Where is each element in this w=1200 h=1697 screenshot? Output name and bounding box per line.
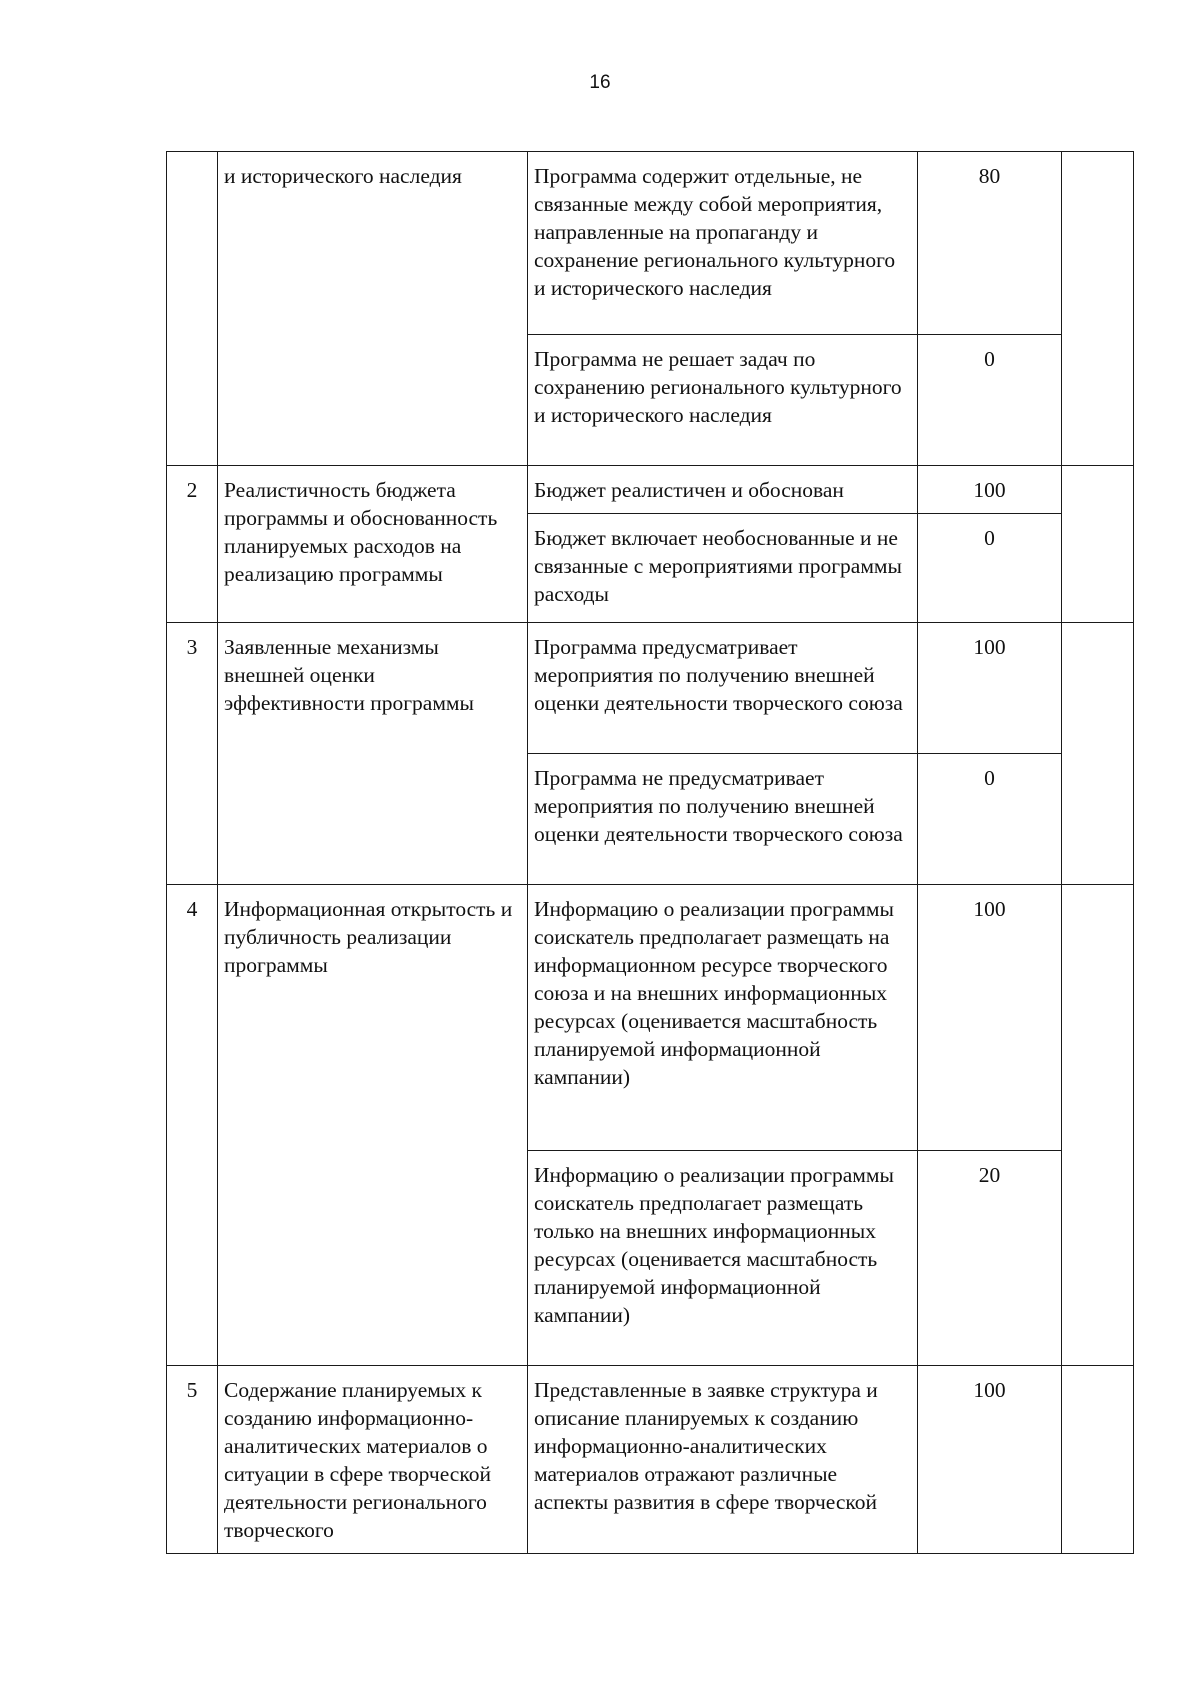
table-row [167, 152, 1134, 335]
option-description: Представленные в заявке структура и описание планируемых к созданию информационно-аналитических материалов отражают различные аспекты развития в сфере творческой [528, 1366, 918, 1554]
criterion-cell: Заявленные механизмы внешней оценки эффективности программы [218, 623, 528, 885]
option-description: Программа содержит отдельные, не связанные между собой мероприятия, направленные на пропаганду и сохранение регионального культурного и исторического наследия [528, 152, 918, 335]
extra-cell [1062, 623, 1134, 885]
option-description: Информацию о реализации программы соискатель предполагает размещать только на внешних информационных ресурсах (оценивается масштабность планируемой информационной кампании) [528, 1151, 918, 1366]
criterion-cell: Содержание планируемых к созданию информационно-аналитических материалов о ситуации в сфере творческой деятельности регионального творческого [218, 1366, 528, 1554]
row-number [167, 152, 218, 466]
option-score: 20 [918, 1151, 1062, 1366]
option-score: 0 [918, 335, 1062, 466]
extra-cell [1062, 885, 1134, 1366]
table-row [167, 466, 1134, 514]
row-number: 4 [167, 885, 218, 1366]
option-description: Бюджет включает необоснованные и не связанные с мероприятиями программы расходы [528, 514, 918, 623]
extra-cell [1062, 152, 1134, 466]
option-description: Программа предусматривает мероприятия по получению внешней оценки деятельности творческого союза [528, 623, 918, 754]
row-number: 3 [167, 623, 218, 885]
extra-cell [1062, 1366, 1134, 1554]
option-score: 100 [918, 885, 1062, 1151]
option-description: Программа не решает задач по сохранению регионального культурного и исторического наследия [528, 335, 918, 466]
option-score: 0 [918, 754, 1062, 885]
criterion-cell: Реалистичность бюджета программы и обоснованность планируемых расходов на реализацию программы [218, 466, 528, 623]
option-score: 100 [918, 1366, 1062, 1554]
row-number: 2 [167, 466, 218, 623]
extra-cell [1062, 466, 1134, 623]
criterion-cell: и исторического наследия [218, 152, 528, 466]
criteria-table [166, 151, 1134, 1554]
option-description: Бюджет реалистичен и обоснован [528, 466, 918, 514]
option-score: 100 [918, 466, 1062, 514]
page-number: 16 [589, 72, 611, 93]
option-description: Программа не предусматривает мероприятия по получению внешней оценки деятельности творческого союза [528, 754, 918, 885]
table-row [167, 885, 1134, 1151]
option-description: Информацию о реализации программы соискатель предполагает размещать на информационном ресурсе творческого союза и на внешних информационных ресурсах (оценивается масштабность планируемой информационной кампании) [528, 885, 918, 1151]
row-number: 5 [167, 1366, 218, 1554]
table-row [167, 623, 1134, 754]
option-score: 0 [918, 514, 1062, 623]
option-score: 80 [918, 152, 1062, 335]
table-row [167, 1366, 1134, 1554]
criterion-cell: Информационная открытость и публичность реализации программы [218, 885, 528, 1366]
option-score: 100 [918, 623, 1062, 754]
